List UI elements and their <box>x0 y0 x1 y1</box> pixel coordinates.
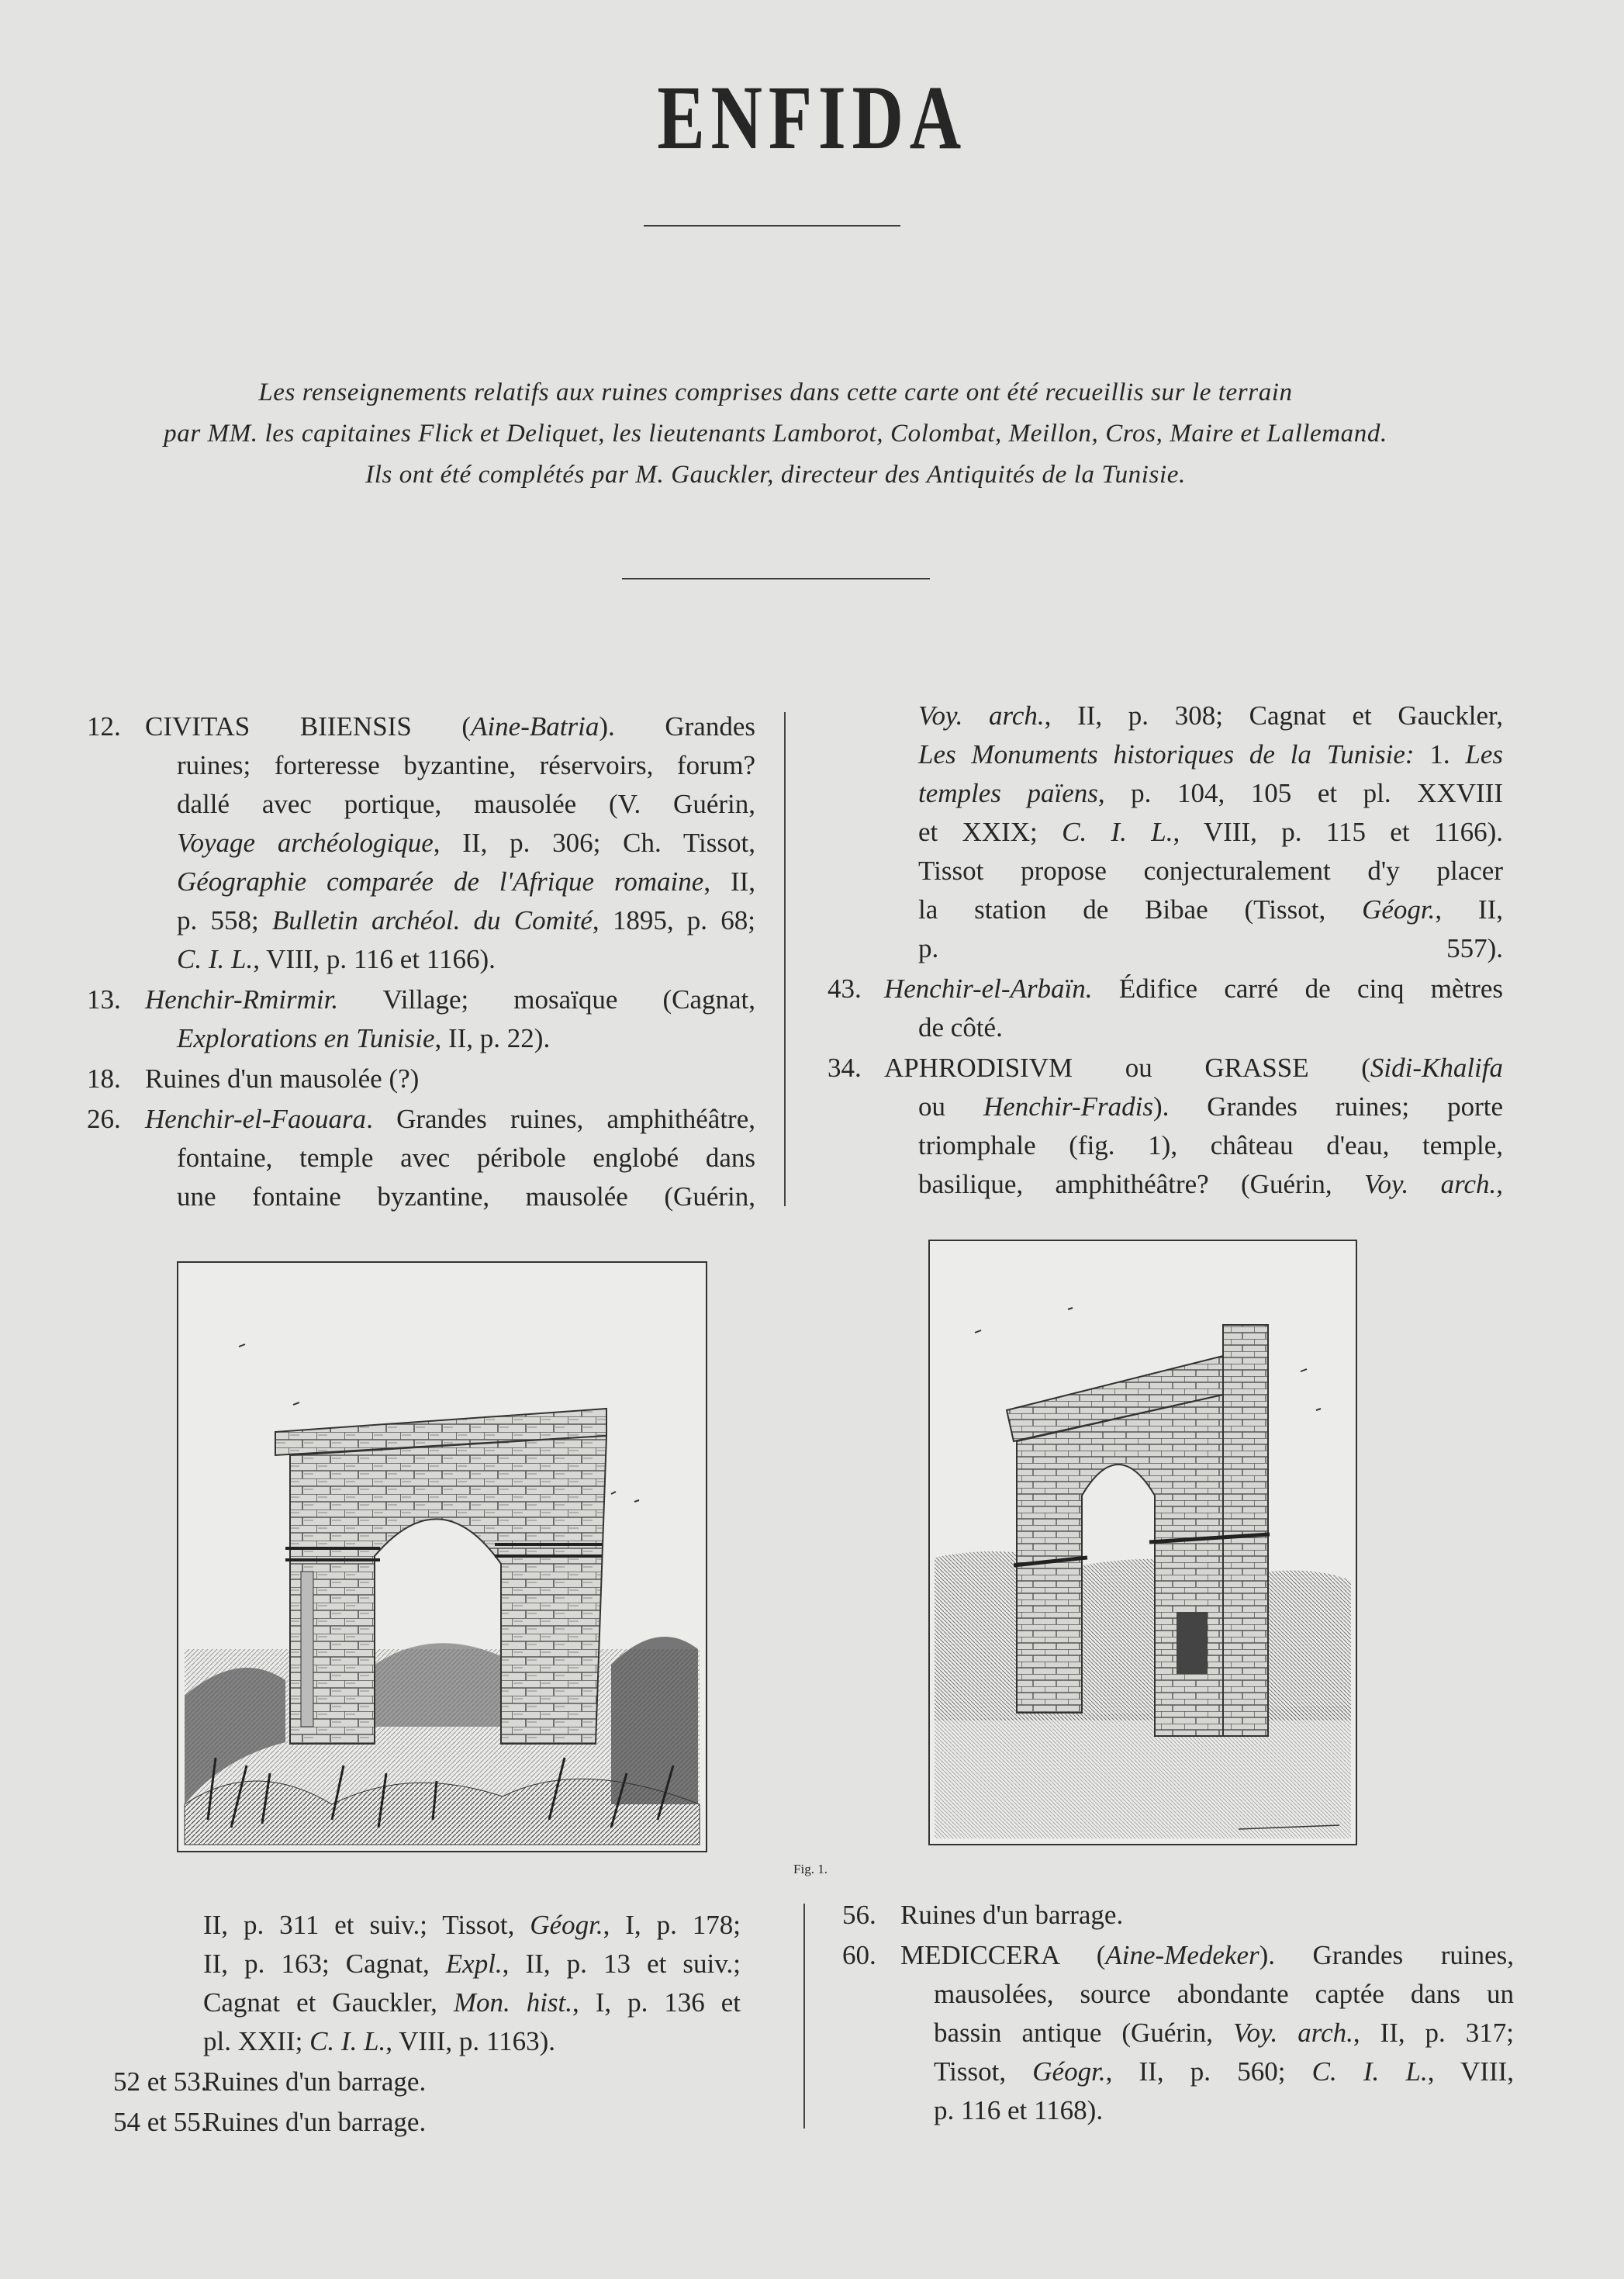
entry-number: 18. <box>87 1063 121 1094</box>
text: mausolées, source abondante captée dans un <box>934 1979 1514 2009</box>
italic-text: Aine-Medeker <box>1105 1940 1259 1970</box>
entry-line <box>918 1088 1503 1126</box>
italic-text: Géographie comparée de l'Afrique romaine <box>177 866 704 897</box>
entry-number: 52 et 53. <box>113 2066 208 2097</box>
text: et XXIX; <box>918 817 1063 847</box>
entry-line <box>934 1975 1514 2014</box>
catalogue-entry <box>842 1896 1514 1935</box>
figure-arch-left <box>177 1261 707 1852</box>
entry-line <box>918 735 1503 774</box>
text: , 1895, p. 68; <box>592 905 755 935</box>
entry-line <box>177 1019 755 1058</box>
column-divider <box>803 1904 805 2129</box>
catalogue-entry <box>87 1060 755 1098</box>
text: la station de Bibae (Tissot, <box>918 894 1363 925</box>
text: Ruines d'un barrage. <box>900 1900 1124 1930</box>
entry-line <box>918 891 1503 929</box>
entry-number: 56. <box>842 1900 876 1930</box>
entry-number: 34. <box>828 1053 862 1083</box>
text: ). Grandes <box>599 711 755 742</box>
italic-text: Henchir-el-Faouara <box>145 1104 367 1134</box>
text: . Grandes ruines, amphithéâtre, <box>366 1104 755 1134</box>
entry-line <box>918 813 1503 852</box>
italic-text: Explorations en Tunisie <box>177 1023 435 1053</box>
text: triomphale (fig. 1), château d'eau, temple, <box>918 1130 1503 1160</box>
text: ruines; forteresse byzantine, réservoirs, forum? <box>177 750 755 780</box>
text: Édifice carré de cinq mètres <box>1092 974 1503 1004</box>
text: , II, p. 22). <box>434 1023 551 1053</box>
text: ). Grandes ruines, <box>1259 1940 1514 1970</box>
catalogue-entry <box>842 1936 1514 2130</box>
column-top-left <box>87 707 755 1218</box>
italic-text: Aine-Batria <box>471 711 599 742</box>
italic-text: Henchir-Fradis <box>983 1091 1153 1122</box>
entry-line <box>145 1100 755 1139</box>
italic-text: temples païens <box>918 778 1098 808</box>
entry-line <box>203 1906 741 1945</box>
text: p. 557). <box>918 933 1503 963</box>
text: une fontaine byzantine, mausolée (Guérin, <box>177 1181 755 1212</box>
catalogue-entry <box>113 2103 741 2142</box>
entry-line <box>918 774 1503 813</box>
text: , VIII, p. 1163). <box>385 2026 555 2056</box>
intro-line: Les renseignements relatifs aux ruines comprises dans cette carte ont été recueillis sur le terrain <box>258 379 1293 406</box>
catalogue-entry <box>113 1906 741 2061</box>
italic-text: Mon. hist. <box>453 1987 573 2018</box>
entry-line <box>918 1008 1503 1047</box>
text: Cagnat et Gauckler, <box>203 1987 454 2018</box>
text: p. 558; <box>177 905 272 935</box>
text: , I, p. 136 et <box>572 1987 741 2018</box>
entry-line <box>203 1945 741 1983</box>
text: , II, p. 306; Ch. Tissot, <box>433 828 755 858</box>
italic-text: C. I. L. <box>1062 817 1173 847</box>
entry-number: 43. <box>828 974 862 1004</box>
entry-line <box>934 2091 1514 2130</box>
italic-text: Henchir-Rmirmir. <box>145 984 339 1015</box>
catalogue-entry <box>828 697 1503 968</box>
entry-line <box>918 852 1503 891</box>
italic-text: Géogr. <box>530 1910 603 1940</box>
column-bottom-right <box>842 1896 1514 2132</box>
catalogue-entry <box>828 1049 1503 1204</box>
text: , II, <box>703 866 756 897</box>
text: , p. 104, 105 et pl. XXVIII <box>1097 778 1503 808</box>
text: II, p. 311 et suiv.; Tissot, <box>203 1910 530 1940</box>
entry-line <box>203 2063 741 2101</box>
text: basilique, amphithéâtre? (Guérin, <box>918 1169 1364 1199</box>
italic-text: Géogr. <box>1362 894 1436 925</box>
text: , VIII, <box>1427 2056 1515 2087</box>
entry-line <box>177 1139 755 1178</box>
entry-line <box>145 707 755 746</box>
entry-number: 60. <box>842 1940 876 1970</box>
text: ou <box>918 1091 983 1122</box>
italic-text: Henchir-el-Arbaïn. <box>884 974 1093 1004</box>
entry-line <box>934 2052 1514 2091</box>
italic-text: Bulletin archéol. du Comité <box>271 905 593 935</box>
text: Tissot propose conjecturalement d'y placer <box>918 856 1503 886</box>
text: CIVITAS BIIENSIS ( <box>145 711 472 742</box>
text: de côté. <box>918 1012 1003 1043</box>
text: Ruines d'un mausolée (?) <box>145 1063 420 1094</box>
text: ). Grandes ruines; porte <box>1152 1091 1503 1122</box>
italic-text: Les <box>1465 739 1503 769</box>
intro-paragraph <box>116 372 1435 496</box>
text: , II, p. 13 et suiv.; <box>502 1949 741 1979</box>
text: Ruines d'un barrage. <box>203 2066 427 2097</box>
text: 1. <box>1414 739 1466 769</box>
text: , II, p. 308; Cagnat et Gauckler, <box>1044 700 1503 731</box>
text: pl. XXII; <box>203 2026 310 2056</box>
intro-line: par MM. les capitaines Flick et Deliquet, les lieutenants Lamborot, Colombat, Meillon, Cros, Maire et Lallemand. <box>164 420 1387 448</box>
text: , <box>1496 1169 1503 1199</box>
text: , II, p. 317; <box>1353 2018 1514 2048</box>
italic-text: Voyage archéologique <box>177 828 434 858</box>
entry-line <box>145 1060 755 1098</box>
entry-line <box>918 1165 1503 1204</box>
entry-line <box>177 824 755 863</box>
entry-number: 13. <box>87 984 121 1015</box>
entry-line <box>203 2022 741 2061</box>
entry-number: 54 et 55. <box>113 2107 208 2137</box>
text: APHRODISIVM ou GRASSE ( <box>884 1053 1370 1083</box>
entry-number: 12. <box>87 711 121 742</box>
entry-line <box>918 697 1503 735</box>
entry-line <box>177 901 755 940</box>
text: , VIII, p. 116 et 1166). <box>253 944 496 974</box>
entry-line <box>177 863 755 901</box>
entry-number: 26. <box>87 1104 121 1134</box>
italic-text: Sidi-Khalifa <box>1370 1053 1503 1083</box>
entry-line <box>177 746 755 785</box>
divider-rule <box>644 225 900 227</box>
italic-text: Expl. <box>445 1949 503 1979</box>
catalogue-entry <box>87 980 755 1058</box>
page-title <box>0 67 1624 168</box>
italic-text: Voy. arch. <box>1363 1169 1497 1199</box>
text: dallé avec portique, mausolée (V. Guérin, <box>177 789 755 819</box>
entry-line <box>918 929 1503 968</box>
entry-line <box>177 940 755 979</box>
italic-text: Géogr. <box>1032 2056 1106 2087</box>
italic-text: C. I. L. <box>309 2026 386 2056</box>
catalogue-entry <box>828 970 1503 1047</box>
title-text: ENFIDA <box>657 67 967 168</box>
catalogue-entry <box>87 707 755 979</box>
text: , VIII, p. 115 et 1166). <box>1173 817 1503 847</box>
italic-text: C. I. L. <box>177 944 254 974</box>
text: p. 116 et 1168). <box>934 2095 1104 2125</box>
text: MEDICCERA ( <box>900 1940 1106 1970</box>
figure-arch-right <box>928 1240 1357 1845</box>
entry-line <box>884 970 1503 1008</box>
italic-text: C. I. L. <box>1311 2056 1428 2087</box>
column-bottom-left <box>113 1906 741 2143</box>
column-top-right <box>828 697 1503 1205</box>
italic-text: Voy. arch. <box>918 700 1045 731</box>
entry-line <box>918 1126 1503 1165</box>
text: Tissot, <box>934 2056 1033 2087</box>
catalogue-entry <box>113 2063 741 2101</box>
entry-line <box>177 1178 755 1216</box>
italic-text: Voy. arch. <box>1232 2018 1353 2048</box>
text: , I, p. 178; <box>603 1910 741 1940</box>
entry-line <box>145 980 755 1019</box>
text: fontaine, temple avec péribole englobé dans <box>177 1143 755 1173</box>
text: , II, <box>1435 894 1503 925</box>
text: II, p. 163; Cagnat, <box>203 1949 446 1979</box>
figure-caption: Fig. 1. <box>793 1862 828 1876</box>
text: bassin antique (Guérin, <box>934 2018 1233 2048</box>
entry-line <box>934 2014 1514 2052</box>
divider-rule <box>622 578 930 579</box>
text: Ruines d'un barrage. <box>203 2107 427 2137</box>
column-divider <box>784 712 786 1206</box>
entry-line <box>884 1049 1503 1088</box>
italic-text: Les Monuments historiques de la Tunisie: <box>918 739 1415 769</box>
entry-line <box>900 1936 1514 1975</box>
entry-line <box>900 1896 1514 1935</box>
intro-line: Ils ont été complétés par M. Gauckler, directeur des Antiquités de la Tunisie. <box>365 461 1186 489</box>
text: Village; mosaïque (Cagnat, <box>338 984 755 1015</box>
entry-line <box>203 1983 741 2022</box>
entry-line <box>177 785 755 824</box>
entry-line <box>203 2103 741 2142</box>
catalogue-entry <box>87 1100 755 1216</box>
text: , II, p. 560; <box>1105 2056 1312 2087</box>
